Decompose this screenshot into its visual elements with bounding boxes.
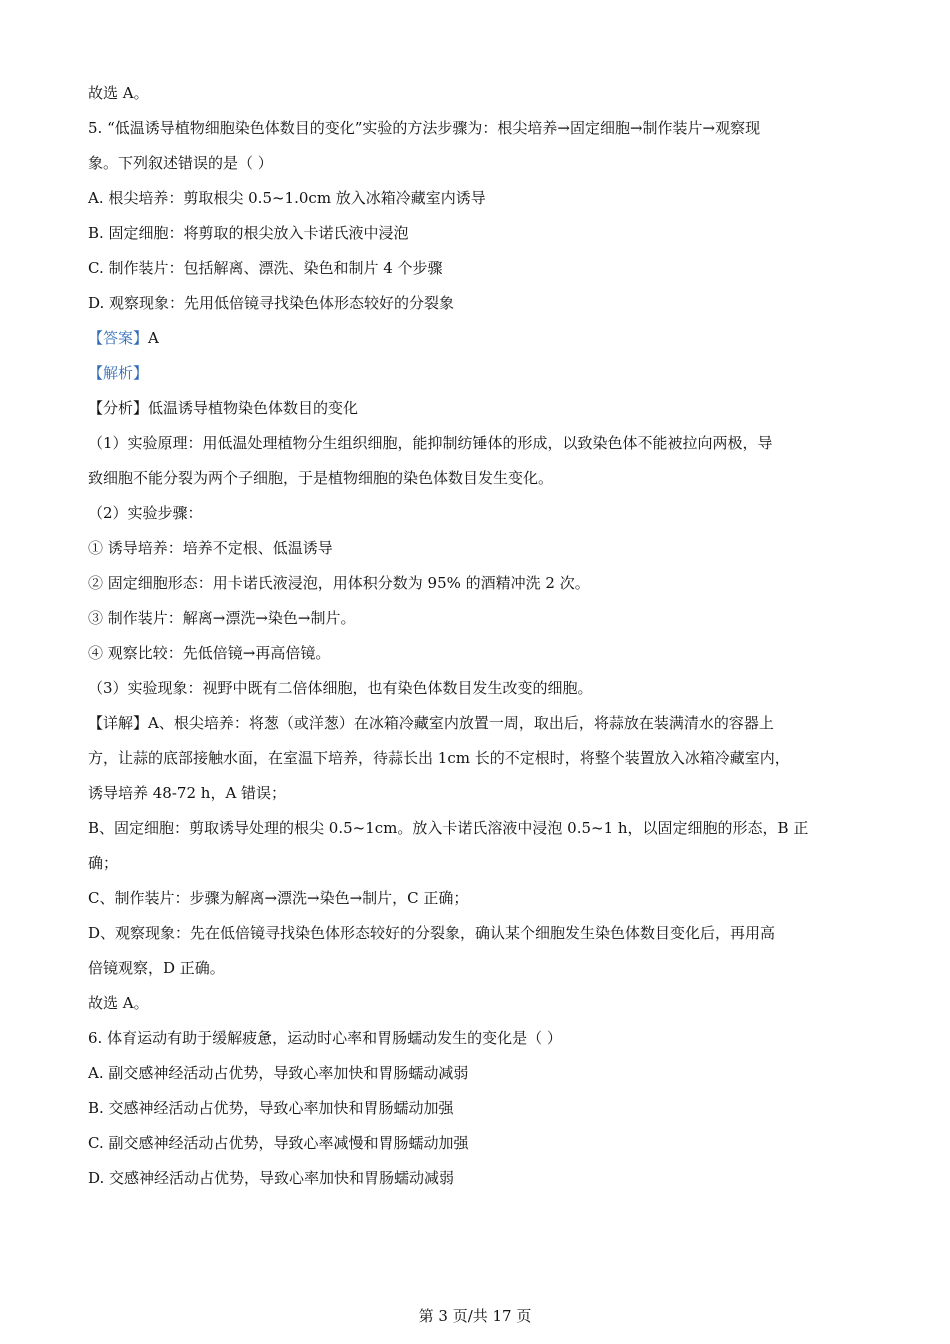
question-6-option-a: A. 副交感神经活动占优势，导致心率加快和胃肠蠕动减弱 xyxy=(88,1064,469,1082)
answer-line xyxy=(88,321,868,356)
detail-b: B、固定细胞：剪取诱导处理的根尖 0.5~1cm。放入卡诺氏溶液中浸泡 0.5~1 h，以固定细胞的形态，B 正 xyxy=(88,819,809,837)
detail-a-cont-2: 诱导培养 48-72 h，A 错误； xyxy=(88,784,287,802)
conclusion: 故选 A。 xyxy=(88,994,149,1012)
detail-d-cont: 倍镜观察，D 正确。 xyxy=(88,959,225,977)
analysis-steps-heading: （2）实验步骤： xyxy=(88,504,203,522)
page-footer: 第 3 页/共 17 页 xyxy=(418,1307,532,1325)
analysis-step-3: ③ 制作装片：解离→漂洗→染色→制片。 xyxy=(88,609,356,627)
detail-b-cont: 确； xyxy=(88,854,119,872)
analysis-principle-cont: 致细胞不能分裂为两个子细胞，于是植物细胞的染色体数目发生变化。 xyxy=(88,469,554,487)
analysis-principle: （1）实验原理：用低温处理植物分生组织细胞，能抑制纺锤体的形成，以致染色体不能被拉向两极，导 xyxy=(88,434,773,452)
question-6-option-c: C. 副交感神经活动占优势，导致心率减慢和胃肠蠕动加强 xyxy=(88,1134,469,1152)
question-5-stem-cont: 象。下列叙述错误的是（ ） xyxy=(88,154,273,172)
question-5-option-b: B. 固定细胞：将剪取的根尖放入卡诺氏液中浸泡 xyxy=(88,224,409,242)
question-6-option-b: B. 交感神经活动占优势，导致心率加快和胃肠蠕动加强 xyxy=(88,1099,454,1117)
detail-a: 【详解】A、根尖培养：将葱（或洋葱）在冰箱冷藏室内放置一周，取出后，将蒜放在装满清水的容器上 xyxy=(88,714,774,732)
question-6-option-d: D. 交感神经活动占优势，导致心率加快和胃肠蠕动减弱 xyxy=(88,1169,455,1187)
text-line: 故选 A。 xyxy=(88,84,149,102)
analysis-label: 【解析】 xyxy=(88,364,149,382)
question-5-option-d: D. 观察现象：先用低倍镜寻找染色体形态较好的分裂象 xyxy=(88,294,455,312)
answer-label: 【答案】 xyxy=(88,329,149,347)
question-5-option-c: C. 制作装片：包括解离、漂洗、染色和制片 4 个步骤 xyxy=(88,259,443,277)
question-5-stem: 5. “低温诱导植物细胞染色体数目的变化”实验的方法步骤为：根尖培养→固定细胞→制作装片→观察现 xyxy=(88,119,761,137)
detail-a-cont: 方，让蒜的底部接触水面，在室温下培养，待蒜长出 1cm 长的不定根时，将整个装置放入冰箱冷藏室内， xyxy=(88,749,790,767)
analysis-heading: 【分析】低温诱导植物染色体数目的变化 xyxy=(88,399,359,417)
question-6-stem: 6. 体育运动有助于缓解疲惫，运动时心率和胃肠蠕动发生的变化是（ ） xyxy=(88,1029,562,1047)
detail-d: D、观察现象：先在低倍镜寻找染色体形态较好的分裂象，确认某个细胞发生染色体数目变化后，再用高 xyxy=(88,924,776,942)
analysis-phenomenon: （3）实验现象：视野中既有二倍体细胞，也有染色体数目发生改变的细胞。 xyxy=(88,679,593,697)
question-5-option-a: A. 根尖培养：剪取根尖 0.5~1.0cm 放入冰箱冷藏室内诱导 xyxy=(88,189,486,207)
analysis-step-1: ① 诱导培养：培养不定根、低温诱导 xyxy=(88,539,333,557)
detail-c: C、制作装片：步骤为解离→漂洗→染色→制片，C 正确； xyxy=(88,889,469,907)
analysis-step-4: ④ 观察比较：先低倍镜→再高倍镜。 xyxy=(88,644,331,662)
document-body xyxy=(88,76,868,1196)
analysis-step-2: ② 固定细胞形态：用卡诺氏液浸泡，用体积分数为 95% 的酒精冲洗 2 次。 xyxy=(88,574,590,592)
answer-value: A xyxy=(148,329,159,347)
